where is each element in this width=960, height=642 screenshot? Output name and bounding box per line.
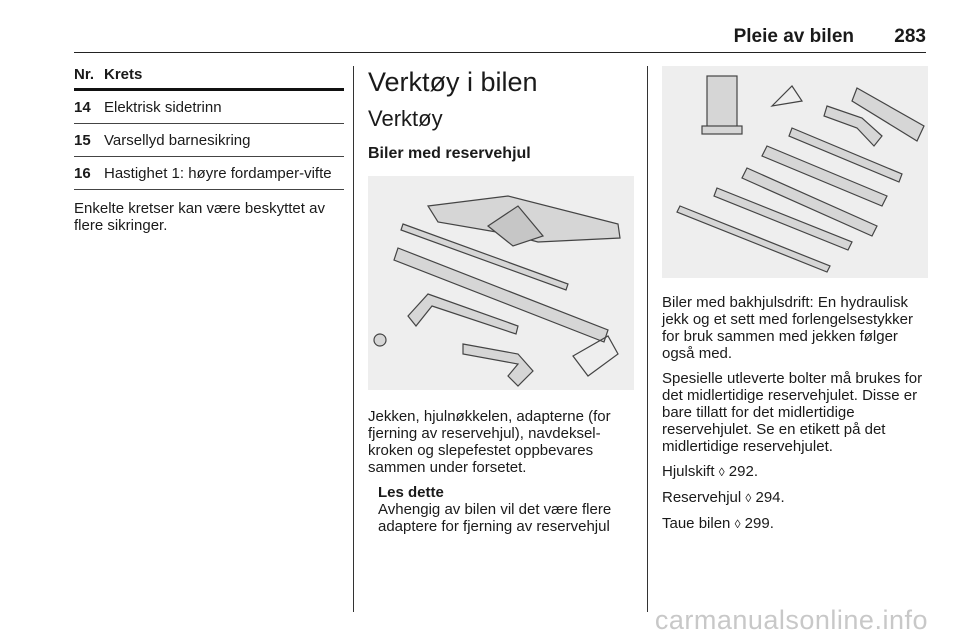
fuse-table-column: [74, 66, 344, 234]
col-nr-header: Nr.: [74, 66, 95, 83]
temporary-spare-paragraph: Spesielle utleverte bolter må brukes for det midlertidige reservehjulet. Disse er bare tillatt for det midlertidige reservehjulet. Se en etikett på det midlertidige reservehjulet.: [662, 370, 923, 455]
fuse-note: Enkelte kretser kan være beskyttet av flere sikringer.: [74, 200, 325, 234]
section-heading: Verktøy i bilen: [368, 67, 538, 97]
hydraulic-jack-illustration: [662, 66, 928, 278]
jack-and-tools-illustration: [368, 176, 634, 390]
tools-column: [368, 66, 634, 535]
row-number: 14: [74, 99, 91, 116]
row-number: 16: [74, 165, 91, 182]
note-label: Les dette: [378, 484, 444, 501]
ref-page: 292.: [728, 463, 758, 480]
ref-page: 294.: [755, 489, 785, 506]
page-header: [74, 26, 926, 52]
sub-subsection-heading: Biler med reservehjul: [368, 145, 531, 162]
table-row: [74, 91, 344, 124]
page-number: 283: [894, 26, 926, 47]
note-text: Avhengig av bilen vil det være flere adaptere for fjerning av reservehjul: [378, 501, 612, 535]
ref-text: Reservehjul: [662, 489, 742, 506]
ref-spare-wheel[interactable]: [662, 489, 928, 507]
column-divider: [353, 66, 354, 612]
rwd-column: [662, 66, 928, 533]
tools-figure-spare-wheel: [368, 176, 634, 390]
tools-figure-rear-drive: [662, 66, 928, 278]
page-ref-icon: ◊: [734, 517, 741, 531]
ref-text: Hjulskift: [662, 463, 715, 480]
header-divider: [74, 52, 926, 53]
column-divider: [647, 66, 648, 612]
ref-text: Taue bilen: [662, 515, 731, 532]
page-header-title: Pleie av bilen: [733, 26, 854, 47]
col-circuit-header: Krets: [104, 66, 143, 83]
fuse-table-header: [74, 66, 344, 91]
ref-page: 299.: [744, 515, 774, 532]
tow-eye-icon: [463, 344, 533, 386]
hub-cap-hook-icon: [573, 336, 618, 376]
ref-towing[interactable]: [662, 515, 928, 533]
watermark: carmanualsonline.info: [654, 605, 928, 635]
tools-paragraph: Jekken, hjulnøkkelen, adapterne (for fjerning av reservehjul), navdeksel-kroken og slepefestet oppbevares sammen under forsetet.: [368, 408, 611, 476]
page-ref-icon: ◊: [745, 491, 752, 505]
page-ref-icon: ◊: [718, 465, 725, 479]
table-row: [74, 157, 344, 190]
row-text: Varsellyd barnesikring: [104, 132, 251, 149]
row-text: Elektrisk sidetrinn: [104, 99, 222, 116]
row-text: Hastighet 1: høyre fordamper-vifte: [104, 165, 332, 182]
table-row: [74, 124, 344, 157]
ref-wheel-change[interactable]: [662, 463, 928, 481]
rwd-paragraph: Biler med bakhjulsdrift: En hydraulisk jekk og et sett med forlengelsestykker for bruk sammen med jekken følger også med.: [662, 294, 913, 362]
row-number: 15: [74, 132, 91, 149]
subsection-heading: Verktøy: [368, 106, 443, 131]
hydraulic-jack-icon: [707, 76, 737, 131]
note-box: [378, 484, 634, 535]
